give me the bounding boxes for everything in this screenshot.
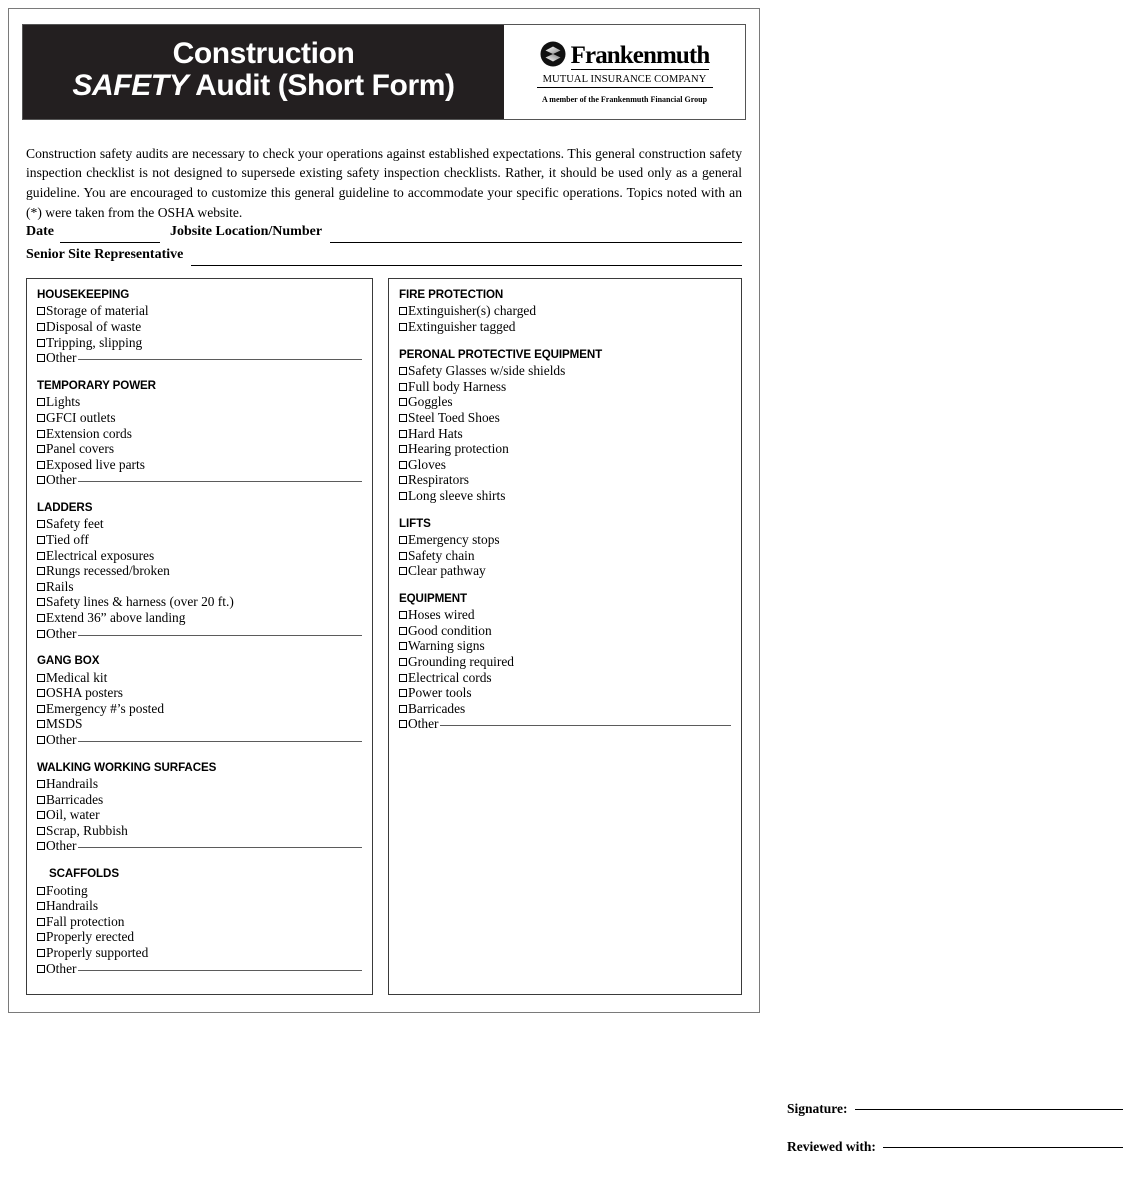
checkbox-icon[interactable] [37, 780, 45, 788]
reviewed-with-row [787, 1139, 1123, 1155]
checklist-item[interactable] [37, 579, 362, 595]
checklist-item[interactable] [37, 626, 362, 642]
page-title-line-1: Construction [172, 36, 355, 70]
checkbox-icon[interactable] [37, 567, 45, 575]
checklist-item[interactable] [37, 685, 362, 701]
checklist-item-label: Goggles [408, 394, 453, 410]
checklist-item-label: Emergency #’s posted [46, 700, 165, 716]
checkbox-icon[interactable] [399, 367, 407, 375]
logo-tagline: A member of the Frankenmuth Financial Group [541, 94, 708, 104]
section-title: SCAFFOLDS [49, 867, 119, 881]
checkbox-icon[interactable] [37, 630, 45, 638]
intro-paragraph: Construction safety audits are necessary to check your operations against established expectations. This general construction safety inspection checklist is not designed to supersede existing safety inspection checklists. Rather, it should be used only as a general guideline. You are encouraged to customize this general guideline to accommodate your specific operations. Topics noted with an (*) were taken from the OSHA website. [26, 145, 742, 220]
section-title: FIRE PROTECTION [399, 288, 504, 301]
form-header [22, 24, 746, 120]
checklist-item[interactable] [37, 883, 362, 899]
checklist-item[interactable] [37, 394, 362, 410]
checkbox-icon[interactable] [37, 323, 45, 331]
checklist-item[interactable] [399, 638, 731, 654]
checklist-section [37, 761, 362, 854]
checklist-item-label: Electrical exposures [46, 547, 155, 563]
checkbox-icon[interactable] [399, 611, 407, 619]
signature-label: Signature: [787, 1101, 848, 1116]
checklist-item[interactable] [37, 716, 362, 732]
checklist-section [399, 592, 731, 732]
checklist-item-label: Safety feet [46, 516, 104, 532]
checklist-item-label: Other [46, 960, 77, 976]
checklist-item[interactable] [37, 426, 362, 442]
checklist-item-label: Properly supported [46, 944, 149, 960]
checklist-item[interactable] [37, 319, 362, 335]
checklist-item[interactable] [37, 548, 362, 564]
logo-subtitle: MUTUAL INSURANCE COMPANY [537, 74, 713, 88]
checklist-item-label: Properly erected [46, 929, 135, 945]
checkbox-icon[interactable] [399, 461, 407, 469]
checklist-item[interactable] [399, 410, 731, 426]
checklist-section [37, 379, 362, 488]
checklist-item-label: Rungs recessed/broken [46, 563, 170, 579]
checklist-item[interactable] [37, 335, 362, 351]
checkbox-icon[interactable] [37, 476, 45, 484]
checkbox-icon[interactable] [37, 445, 45, 453]
checkbox-icon[interactable] [399, 323, 407, 331]
checklist-section [399, 348, 731, 504]
checklist-item-label: Other [46, 472, 77, 488]
checklist-item-label: Footing [46, 882, 88, 898]
checkbox-icon[interactable] [37, 536, 45, 544]
checkbox-icon[interactable] [37, 887, 45, 895]
checklist-item[interactable] [37, 945, 362, 961]
checklist-item[interactable] [37, 792, 362, 808]
checklist-section [37, 501, 362, 641]
logo-wordmark: Frankenmuth [570, 41, 710, 69]
senior-representative-input[interactable] [191, 265, 742, 266]
checklist-section [399, 517, 731, 579]
checkbox-icon[interactable] [37, 583, 45, 591]
checklist-item-label: Handrails [46, 776, 99, 792]
checklist-item-label: Gloves [408, 456, 446, 472]
checklist-item-label: Handrails [46, 898, 99, 914]
checklist-section [37, 654, 362, 747]
checklist-item[interactable] [399, 303, 731, 319]
checklist-item[interactable] [399, 623, 731, 639]
checklist-item-label: Exposed live parts [46, 456, 145, 472]
checklist-item[interactable] [37, 701, 362, 717]
checklist-item-label: Hearing protection [408, 441, 509, 457]
checklist-item-label: Extension cords [46, 425, 132, 441]
section-title: LIFTS [399, 516, 431, 530]
checklist-item[interactable] [37, 929, 362, 945]
checklist-item-label: Safety chain [408, 547, 475, 563]
senior-representative-row [26, 247, 742, 270]
checklist-item[interactable] [37, 563, 362, 579]
checkbox-icon[interactable] [37, 720, 45, 728]
checklist-item-label: Panel covers [46, 441, 115, 457]
checklist-item[interactable] [399, 563, 731, 579]
checklist-section [37, 867, 362, 976]
other-write-in-input[interactable] [78, 970, 363, 971]
checklist-item[interactable] [399, 319, 731, 335]
senior-representative-label: Senior Site Representative [26, 247, 184, 262]
checklist-item-label: Medical kit [46, 669, 108, 685]
reviewed-with-input[interactable] [883, 1147, 1123, 1148]
checklist-item[interactable] [399, 363, 731, 379]
checklist-item-label: Disposal of waste [46, 319, 142, 335]
signature-input[interactable] [855, 1109, 1123, 1110]
checklist-item[interactable] [37, 516, 362, 532]
checkbox-icon[interactable] [399, 383, 407, 391]
checkbox-icon[interactable] [399, 658, 407, 666]
checklist-item-label: Storage of material [46, 303, 149, 319]
checklist-item[interactable] [37, 670, 362, 686]
checklist-item[interactable] [399, 716, 731, 732]
checklist-item-label: Tripping, slipping [46, 334, 143, 350]
checklist-item[interactable] [37, 472, 362, 488]
checkbox-icon[interactable] [37, 827, 45, 835]
checklist-item-label: Other [46, 350, 77, 366]
checklist-item[interactable] [399, 685, 731, 701]
checkbox-icon[interactable] [399, 552, 407, 560]
checkbox-icon[interactable] [37, 902, 45, 910]
form-fields [26, 224, 742, 270]
checklist-item[interactable] [37, 732, 362, 748]
checklist-item-label: Oil, water [46, 807, 100, 823]
checklist-item-label: Respirators [408, 472, 469, 488]
checklist-item[interactable] [37, 807, 362, 823]
checklist-item-label: GFCI outlets [46, 409, 116, 425]
checklist-item[interactable] [37, 610, 362, 626]
checklist-item[interactable] [399, 394, 731, 410]
checkbox-icon[interactable] [399, 720, 407, 728]
checklist-section [37, 288, 362, 366]
checklist-item-label: Extinguisher tagged [408, 319, 516, 335]
section-title: LADDERS [37, 500, 93, 514]
checklist-item-label: Safety lines & harness (over 20 ft.) [46, 594, 234, 610]
checklist-section [399, 288, 731, 335]
jobsite-input[interactable] [330, 242, 742, 243]
section-title: PERONAL PROTECTIVE EQUIPMENT [399, 347, 603, 361]
checklist-item[interactable] [399, 379, 731, 395]
checkbox-icon[interactable] [37, 796, 45, 804]
checklist-item[interactable] [399, 441, 731, 457]
checklist-item-label: Tied off [46, 531, 89, 547]
checklist-item-label: Full body Harness [408, 378, 507, 394]
checklist-item[interactable] [37, 898, 362, 914]
checkbox-icon[interactable] [37, 689, 45, 697]
checklist-item[interactable] [399, 548, 731, 564]
checklist-item[interactable] [37, 961, 362, 977]
checklist-item-label: Scrap, Rubbish [46, 822, 128, 838]
checklist-item-label: Hoses wired [408, 607, 475, 623]
checklist-item-label: Fall protection [46, 913, 125, 929]
checklist-item[interactable] [37, 410, 362, 426]
checkbox-icon[interactable] [37, 842, 45, 850]
checklist-item[interactable] [37, 532, 362, 548]
right-checklist-box [388, 278, 876, 1154]
checklist-item-label: MSDS [46, 716, 83, 732]
checkbox-icon[interactable] [37, 520, 45, 528]
checkbox-icon[interactable] [37, 949, 45, 957]
date-label: Date [26, 224, 54, 239]
checkbox-icon[interactable] [399, 689, 407, 697]
checklist-item[interactable] [399, 532, 731, 548]
checklist-item-label: Clear pathway [408, 563, 486, 579]
checklist-item[interactable] [37, 457, 362, 473]
frankenmuth-diamond-icon [540, 41, 566, 72]
frankenmuth-logo [504, 41, 745, 104]
checklist-item-label: Barricades [408, 700, 466, 716]
section-title: EQUIPMENT [399, 591, 468, 605]
checkbox-icon[interactable] [37, 307, 45, 315]
checklist-item-label: Good condition [408, 622, 492, 638]
section-title: WALKING WORKING SURFACES [37, 760, 217, 774]
checklist-item[interactable] [399, 654, 731, 670]
checklist-item[interactable] [399, 426, 731, 442]
page-title-line-2 [72, 70, 454, 102]
checklist-item-label: Power tools [408, 685, 472, 701]
checkbox-icon[interactable] [399, 705, 407, 713]
checkbox-icon[interactable] [37, 598, 45, 606]
checklist-item[interactable] [399, 607, 731, 623]
section-title: HOUSEKEEPING [37, 288, 130, 301]
checklist-item-label: Other [46, 625, 77, 641]
checkbox-icon[interactable] [399, 642, 407, 650]
checklist-item[interactable] [37, 838, 362, 854]
checklist-item-label: Electrical cords [408, 669, 492, 685]
checklist-item-label: OSHA posters [46, 685, 124, 701]
checklist-item[interactable] [399, 472, 731, 488]
checklist-item-label: Hard Hats [408, 425, 463, 441]
checklist-item[interactable] [399, 457, 731, 473]
checkbox-icon[interactable] [37, 398, 45, 406]
checklist-item-label: Lights [46, 394, 81, 410]
other-write-in-input[interactable] [78, 635, 363, 636]
checkbox-icon[interactable] [37, 674, 45, 682]
checklist-item-label: Other [46, 838, 77, 854]
checklist-item[interactable] [399, 488, 731, 504]
date-jobsite-row [26, 224, 742, 247]
other-write-in-input[interactable] [78, 741, 363, 742]
checkbox-icon[interactable] [399, 567, 407, 575]
checkbox-icon[interactable] [37, 461, 45, 469]
header-logo-band [504, 25, 745, 119]
header-title-band [23, 25, 504, 119]
checkbox-icon[interactable] [399, 414, 407, 422]
other-write-in-input[interactable] [440, 725, 732, 726]
checkbox-icon[interactable] [399, 445, 407, 453]
checklist-item-label: Emergency stops [408, 531, 500, 547]
checklist-item[interactable] [399, 701, 731, 717]
other-write-in-input[interactable] [78, 847, 363, 848]
checklist-item-label: Grounding required [408, 654, 514, 670]
checkbox-icon[interactable] [37, 965, 45, 973]
jobsite-label: Jobsite Location/Number [170, 224, 323, 239]
date-input[interactable] [60, 242, 160, 243]
checkbox-icon[interactable] [37, 430, 45, 438]
checklist-item[interactable] [37, 776, 362, 792]
checklist-item-label: Rails [46, 578, 74, 594]
checklist-item-label: Long sleeve shirts [408, 487, 506, 503]
checkbox-icon[interactable] [37, 918, 45, 926]
checklist-item[interactable] [37, 350, 362, 366]
checklist-item-label: Barricades [46, 791, 104, 807]
checkbox-icon[interactable] [37, 552, 45, 560]
section-title: GANG BOX [37, 654, 100, 668]
checklist-item-label: Other [46, 732, 77, 747]
checkbox-icon[interactable] [37, 614, 45, 622]
checklist-item-label: Other [408, 716, 439, 732]
checklist-item-label: Extinguisher(s) charged [408, 303, 537, 319]
other-write-in-input[interactable] [78, 359, 363, 360]
checkbox-icon[interactable] [37, 705, 45, 713]
checklist-item-label: Safety Glasses w/side shields [408, 363, 566, 379]
checklist-item[interactable] [37, 823, 362, 839]
checkbox-icon[interactable] [37, 736, 45, 744]
page-title-safety-word: SAFETY [72, 69, 189, 102]
checkbox-icon[interactable] [37, 933, 45, 941]
checkbox-icon[interactable] [37, 811, 45, 819]
checkbox-icon[interactable] [37, 339, 45, 347]
left-checklist-box [26, 278, 373, 995]
signature-block [787, 1101, 1123, 1177]
page-title-audit-text: Audit (Short Form) [188, 69, 455, 102]
checkbox-icon[interactable] [399, 430, 407, 438]
checkbox-icon[interactable] [399, 627, 407, 635]
checkbox-icon[interactable] [37, 414, 45, 422]
checklist-item-label: Steel Toed Shoes [408, 409, 500, 425]
checklist-item[interactable] [37, 303, 362, 319]
section-title: TEMPORARY POWER [37, 378, 156, 392]
checkbox-icon[interactable] [37, 354, 45, 362]
checklist-item-label: Warning signs [408, 638, 485, 654]
checkbox-icon[interactable] [399, 476, 407, 484]
checkbox-icon[interactable] [399, 674, 407, 682]
checklist-item-label: Extend 36” above landing [46, 609, 186, 625]
other-write-in-input[interactable] [78, 481, 363, 482]
signature-row [787, 1101, 1123, 1117]
logo-top-row [512, 41, 737, 72]
checklist-item[interactable] [37, 594, 362, 610]
checklist-item[interactable] [37, 914, 362, 930]
checkbox-icon[interactable] [399, 307, 407, 315]
checkbox-icon[interactable] [399, 398, 407, 406]
reviewed-with-label: Reviewed with: [787, 1139, 876, 1154]
checkbox-icon[interactable] [399, 536, 407, 544]
checkbox-icon[interactable] [399, 492, 407, 500]
checklist-item[interactable] [37, 441, 362, 457]
checklist-item[interactable] [399, 670, 731, 686]
